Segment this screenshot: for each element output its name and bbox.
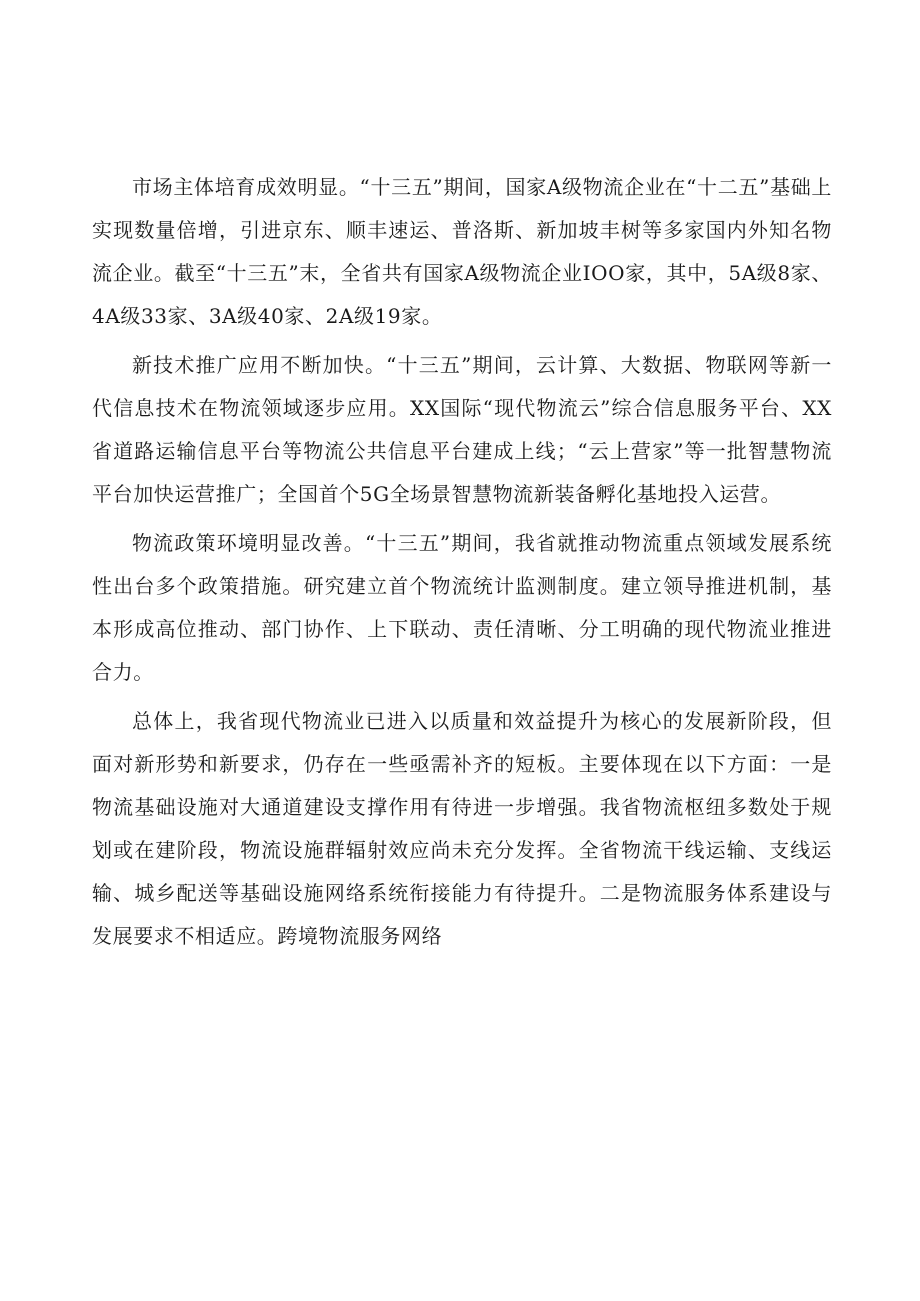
paragraph-new-technology: 新技术推广应用不断加快。“十三五”期间，云计算、大数据、物联网等新一代信息技术在物流领域逐步应用。XX国际“现代物流云”综合信息服务平台、XX省道路运输信息平台等物流公共信息平台建成上线；“云上营家”等一批智慧物流平台加快运营推广；全国首个5G全场景智慧物流新装备孵化基地投入运营。 [92,353,832,506]
paragraph-policy-environment: 物流政策环境明显改善。“十三五”期间，我省就推动物流重点领域发展系统性出台多个政策措施。研究建立首个物流统计监测制度。建立领导推进机制，基本形成高位推动、部门协作、上下联动、责任清晰、分工明确的现代物流业推进合力。 [92,531,832,684]
paragraph-market-entities: 市场主体培育成效明显。“十三五”期间，国家A级物流企业在“十二五”基础上实现数量倍增，引进京东、顺丰速运、普洛斯、新加坡丰树等多家国内外知名物流企业。截至“十三五”末，全省共有国家A级物流企业IOO家，其中，5A级8家、4A级33家、3A级40家、2A级19家。 [92,175,832,328]
paragraph-overall-shortcomings: 总体上，我省现代物流业已进入以质量和效益提升为核心的发展新阶段，但面对新形势和新要求，仍存在一些亟需补齐的短板。主要体现在以下方面：一是物流基础设施对大通道建设支撑作用有待进一步增强。我省物流枢纽多数处于规划或在建阶段，物流设施群辐射效应尚未充分发挥。全省物流干线运输、支线运输、城乡配送等基础设施网络系统衔接能力有待提升。二是物流服务体系建设与发展要求不相适应。跨境物流服务网络 [92,709,832,948]
document-page [92,166,832,958]
